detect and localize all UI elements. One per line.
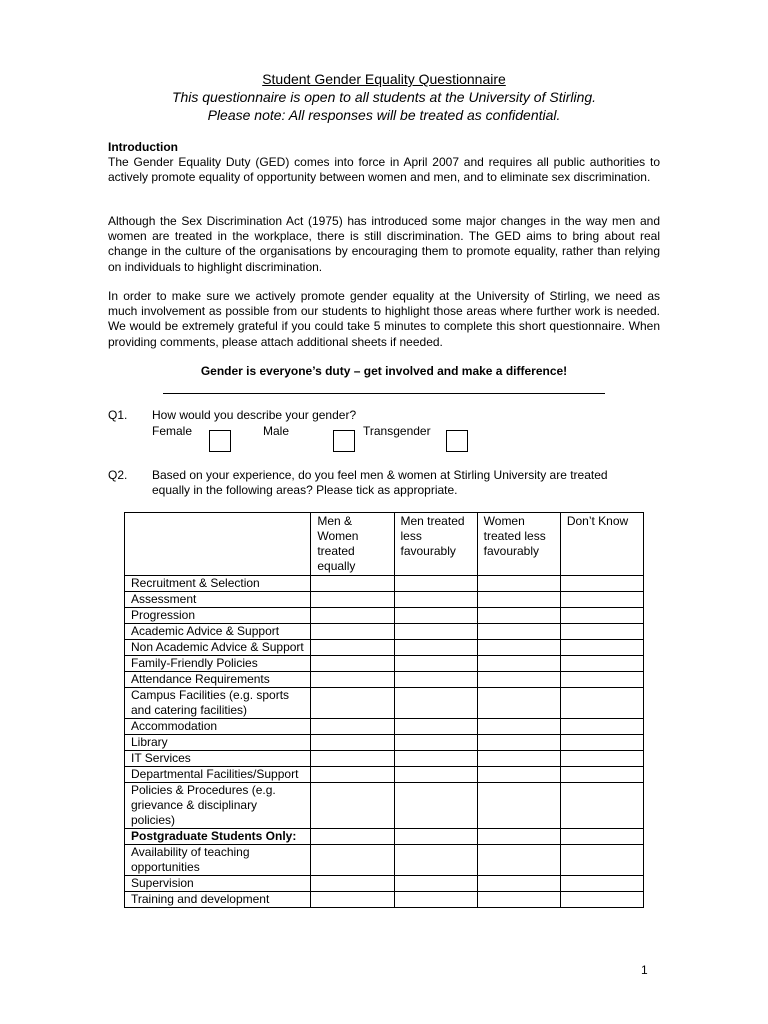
table-row-label: Library bbox=[125, 735, 311, 751]
table-row bbox=[125, 592, 644, 608]
tick-cell[interactable] bbox=[311, 845, 394, 876]
tick-cell[interactable] bbox=[394, 688, 477, 719]
table-row-label: Availability of teaching opportunities bbox=[125, 845, 311, 876]
tick-cell[interactable] bbox=[477, 751, 560, 767]
tick-cell[interactable] bbox=[560, 688, 643, 719]
table-row-label: Family-Friendly Policies bbox=[125, 656, 311, 672]
tick-cell[interactable] bbox=[311, 608, 394, 624]
tick-cell[interactable] bbox=[477, 672, 560, 688]
table-section-label: Postgraduate Students Only: bbox=[125, 829, 311, 845]
table-row bbox=[125, 751, 644, 767]
q1-female-checkbox[interactable] bbox=[209, 430, 231, 452]
page-subtitle-line1: This questionnaire is open to all students at the University of Stirling. bbox=[171, 89, 597, 105]
tick-cell[interactable] bbox=[477, 892, 560, 908]
table-section-cell bbox=[311, 829, 394, 845]
table-row-label: Accommodation bbox=[125, 719, 311, 735]
tick-cell[interactable] bbox=[311, 751, 394, 767]
tick-cell[interactable] bbox=[477, 656, 560, 672]
tick-cell[interactable] bbox=[560, 783, 643, 829]
tick-cell[interactable] bbox=[311, 624, 394, 640]
table-row-label: Training and development bbox=[125, 892, 311, 908]
tick-cell[interactable] bbox=[311, 672, 394, 688]
table-section-row bbox=[125, 829, 644, 845]
table-row bbox=[125, 576, 644, 592]
tick-cell[interactable] bbox=[394, 735, 477, 751]
tick-cell[interactable] bbox=[311, 592, 394, 608]
tick-cell[interactable] bbox=[560, 576, 643, 592]
q1-number: Q1. bbox=[108, 408, 128, 422]
tick-cell[interactable] bbox=[394, 592, 477, 608]
table-row bbox=[125, 624, 644, 640]
table-header-women-less: Women treated less favourably bbox=[477, 513, 560, 576]
tick-cell[interactable] bbox=[311, 892, 394, 908]
tick-cell[interactable] bbox=[394, 608, 477, 624]
tick-cell[interactable] bbox=[394, 892, 477, 908]
tick-cell[interactable] bbox=[560, 751, 643, 767]
table-row-label: Academic Advice & Support bbox=[125, 624, 311, 640]
q1-option-male-label: Male bbox=[263, 424, 290, 438]
tick-cell[interactable] bbox=[477, 876, 560, 892]
table-row bbox=[125, 608, 644, 624]
table-row-label: Recruitment & Selection bbox=[125, 576, 311, 592]
table-section-cell bbox=[477, 829, 560, 845]
table-row bbox=[125, 672, 644, 688]
table-row-label: Policies & Procedures (e.g. grievance & disciplinary policies) bbox=[125, 783, 311, 829]
tick-cell[interactable] bbox=[394, 751, 477, 767]
page-subtitle-line2: Please note: All responses will be treated as confidential. bbox=[207, 107, 561, 123]
tick-cell[interactable] bbox=[477, 576, 560, 592]
tick-cell[interactable] bbox=[560, 608, 643, 624]
tick-cell[interactable] bbox=[394, 624, 477, 640]
tick-cell[interactable] bbox=[311, 576, 394, 592]
intro-paragraph-3: In order to make sure we actively promote gender equality at the University of Stirling, we need as much involvement as possible from our students to highlight those areas where further work is needed. We would be extremely grateful if you could take 5 minutes to complete this short questionnaire. When providing comments, please attach additional sheets if needed. bbox=[108, 289, 660, 349]
tick-cell[interactable] bbox=[560, 624, 643, 640]
tick-cell[interactable] bbox=[560, 640, 643, 656]
tick-cell[interactable] bbox=[311, 735, 394, 751]
tick-cell[interactable] bbox=[477, 688, 560, 719]
table-header-area bbox=[125, 513, 311, 576]
tick-cell[interactable] bbox=[560, 876, 643, 892]
tick-cell[interactable] bbox=[477, 608, 560, 624]
tick-cell[interactable] bbox=[477, 783, 560, 829]
q1-transgender-checkbox[interactable] bbox=[446, 430, 468, 452]
table-row bbox=[125, 783, 644, 829]
tick-cell[interactable] bbox=[311, 640, 394, 656]
tick-cell[interactable] bbox=[477, 624, 560, 640]
table-row bbox=[125, 656, 644, 672]
table-header-dont-know: Don’t Know bbox=[560, 513, 643, 576]
tick-cell[interactable] bbox=[477, 592, 560, 608]
table-row bbox=[125, 876, 644, 892]
tick-cell[interactable] bbox=[560, 592, 643, 608]
tick-cell[interactable] bbox=[311, 688, 394, 719]
tick-cell[interactable] bbox=[394, 767, 477, 783]
tick-cell[interactable] bbox=[311, 876, 394, 892]
table-row-label: Campus Facilities (e.g. sports and catering facilities) bbox=[125, 688, 311, 719]
q2-response-table bbox=[124, 512, 644, 908]
tick-cell[interactable] bbox=[394, 672, 477, 688]
tick-cell[interactable] bbox=[394, 876, 477, 892]
table-row bbox=[125, 640, 644, 656]
table-header-row bbox=[125, 513, 644, 576]
table-row-label: Non Academic Advice & Support bbox=[125, 640, 311, 656]
tick-cell[interactable] bbox=[560, 672, 643, 688]
tick-cell[interactable] bbox=[560, 656, 643, 672]
tick-cell[interactable] bbox=[394, 656, 477, 672]
table-header-equal: Men & Women treated equally bbox=[311, 513, 394, 576]
table-row bbox=[125, 767, 644, 783]
table-row bbox=[125, 735, 644, 751]
tick-cell[interactable] bbox=[311, 783, 394, 829]
tick-cell[interactable] bbox=[477, 735, 560, 751]
tick-cell[interactable] bbox=[311, 719, 394, 735]
tick-cell[interactable] bbox=[394, 845, 477, 876]
table-row-label: Progression bbox=[125, 608, 311, 624]
q1-option-transgender-label: Transgender bbox=[363, 424, 431, 438]
tick-cell[interactable] bbox=[394, 783, 477, 829]
table-header-men-less: Men treated less favourably bbox=[394, 513, 477, 576]
tick-cell[interactable] bbox=[477, 719, 560, 735]
page-number: 1 bbox=[641, 963, 648, 977]
tick-cell[interactable] bbox=[560, 767, 643, 783]
table-section-cell bbox=[394, 829, 477, 845]
q2-question: Based on your experience, do you feel men & women at Stirling University are treated equally in the following areas? Please tick as appropriate. bbox=[152, 468, 608, 497]
tick-cell[interactable] bbox=[477, 640, 560, 656]
intro-heading: Introduction bbox=[108, 140, 178, 154]
tick-cell[interactable] bbox=[311, 656, 394, 672]
table-row-label: Attendance Requirements bbox=[125, 672, 311, 688]
table-body bbox=[125, 576, 644, 908]
q1-option-female-label: Female bbox=[152, 424, 193, 438]
tick-cell[interactable] bbox=[560, 845, 643, 876]
table-row bbox=[125, 845, 644, 876]
tick-cell[interactable] bbox=[394, 719, 477, 735]
tick-cell[interactable] bbox=[477, 845, 560, 876]
divider bbox=[163, 393, 605, 394]
table-section-cell bbox=[560, 829, 643, 845]
tagline: Gender is everyone’s duty – get involved and make a difference! bbox=[200, 364, 568, 378]
table-row-label: IT Services bbox=[125, 751, 311, 767]
table-row bbox=[125, 688, 644, 719]
page-title: Student Gender Equality Questionnaire bbox=[262, 71, 506, 87]
table-row-label: Assessment bbox=[125, 592, 311, 608]
intro-paragraph-1: The Gender Equality Duty (GED) comes into force in April 2007 and requires all public authorities to actively promote equality of opportunity between women and men, and to eliminate sex discrimination. bbox=[108, 155, 660, 185]
q1-question: How would you describe your gender? bbox=[152, 408, 357, 422]
tick-cell[interactable] bbox=[477, 767, 560, 783]
intro-paragraph-2: Although the Sex Discrimination Act (1975) has introduced some major changes in the way men and women are treated in the workplace, there is still discrimination. The GED aims to bring about real change in the culture of the organisations by encouraging them to promote equality, rather than relying on individuals to highlight discrimination. bbox=[108, 214, 660, 274]
table-row bbox=[125, 719, 644, 735]
tick-cell[interactable] bbox=[560, 719, 643, 735]
q1-male-checkbox[interactable] bbox=[333, 430, 355, 452]
table-row-label: Supervision bbox=[125, 876, 311, 892]
tick-cell[interactable] bbox=[394, 640, 477, 656]
tick-cell[interactable] bbox=[560, 892, 643, 908]
q2-number: Q2. bbox=[108, 468, 128, 482]
table-row-label: Departmental Facilities/Support bbox=[125, 767, 311, 783]
tick-cell[interactable] bbox=[311, 767, 394, 783]
table-row bbox=[125, 892, 644, 908]
tick-cell[interactable] bbox=[560, 735, 643, 751]
tick-cell[interactable] bbox=[394, 576, 477, 592]
